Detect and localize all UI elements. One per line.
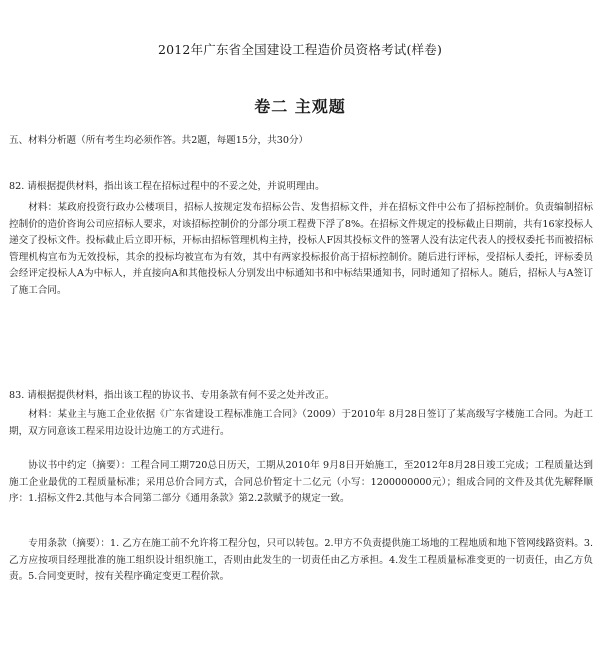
question-83-heading: 83. 请根据提供材料，指出该工程的协议书、专用条款有何不妥之处并改正。 (9, 390, 335, 401)
question-83-special-terms: 专用条款（摘要）：1. 乙方在施工前不允许将工程分包，只可以转包。2.甲方不负责提供施工场地的工程地质和地下管网线路资料。3.乙方应按项目经理批准的施工组织设计组织施工，否则由此发生的一切责任由乙方承担。4.发生工程质量标准变更的一切责任，由乙方负责。5.合同变更时，按有关程序确定变更工程价款。 (9, 538, 593, 583)
question-82-heading: 82. 请根据提供材料，指出该工程在招标过程中的不妥之处，并说明理由。 (9, 181, 325, 192)
section-heading: 五、材料分析题（所有考生均必须作答。共2题，每题15分，共30分） (9, 135, 309, 146)
question-83-material: 材料：某业主与施工企业依据《广东省建设工程标准施工合同》（2009）于2010年 8月28日签订了某高级写字楼施工合同。为赶工期，双方同意该工程采用边设计边施工的方式进行。 (9, 409, 593, 437)
question-83-agreement: 协议书中约定（摘要）：工程合同工期720总日历天，工期从2010年 9月8日开始施工，至2012年8月28日竣工完成；工程质量达到施工企业最优的工程质量标准；采用总价合同方式，合同总价暂定十二亿元（小写：1200000000元）；组成合同的文件及其优先解释顺序：1.招标文件2.其他与本合同第二部分《通用条款》第2.2款赋予的规定一致。 (9, 460, 593, 505)
exam-title: 2012年广东省全国建设工程造价员资格考试(样卷) (157, 42, 443, 57)
volume-title: 卷二 主观题 (254, 97, 346, 116)
question-82-material: 材料：某政府投资行政办公楼项目，招标人按规定发布招标公告、发售招标文件，并在招标文件中公布了招标控制价。负责编制招标控制价的造价咨询公司应招标人要求，对该招标控制价的分部分项工程费下浮了8%。在招标文件规定的投标截止日期前，共有16家投标人递交了投标文件。投标截止后立即开标，开标由招标管理机构主持，投标人F因其投标文件的签署人没有法定代表人的授权委托书而被招标管理机构宣布为无效投标，其余的投标均被宣布为有效，其中有两家投标报价高于招标控制价。随后进行评标，受招标人委托，评标委员会经评定投标人A为中标人，并直接向A和其他投标人分别发出中标通知书和中标结果通知书，同时通知了招标人。随后，招标人与A签订了施工合同。 (9, 202, 593, 296)
